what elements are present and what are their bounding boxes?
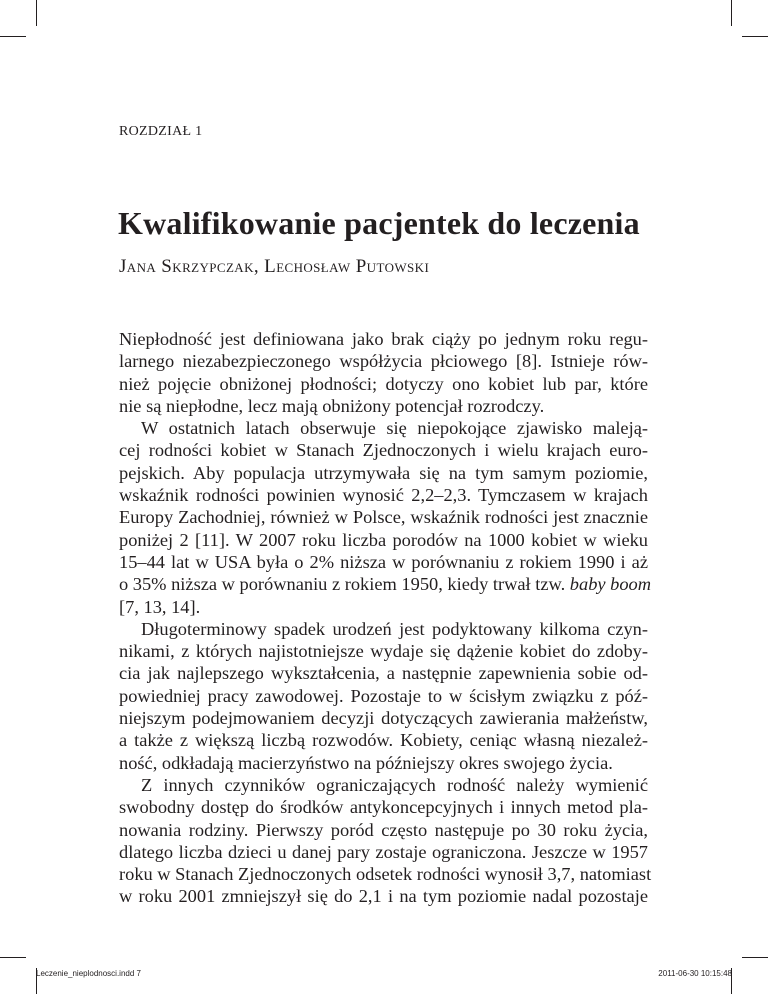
text-line: nikami, z których najistotniejsze wydaje się dążenie kobiet do zdoby- [119,641,648,662]
text-line: a także z większą liczbą rozwodów. Kobiety, ceniąc własną niezależ- [119,730,648,751]
file-slug: Leczenie_nieplodnosci.indd 7 [36,969,141,978]
text-line: nie są niepłodne, lecz mają obniżony potencjał rozrodczy. [119,395,545,416]
crop-mark [0,957,26,958]
text-line: swobodny dostęp do środków antykoncepcyjnych i innych metod pla- [119,797,648,818]
chapter-label: ROZDZIAŁ 1 [119,124,203,139]
text-line: larnego niezabezpieczonego współżycia płciowego [8]. Istnieje rów- [119,351,648,372]
text-line: dlatego liczba dzieci u danej pary zostaje ograniczona. Jeszcze w 1957 [119,841,648,862]
crop-mark [742,957,768,958]
text-line: niejszym podejmowaniem decyzji dotyczących zawierania małżeństw, [119,708,648,729]
crop-mark [742,36,768,37]
crop-mark [36,0,37,26]
text-line: ność, odkładają macierzyństwo na późniejszy okres swojego życia. [119,752,613,773]
text-line: [7, 13, 14]. [119,596,201,617]
text-line: wskaźnik rodności powinien wynosić 2,2–2,3. Tymczasem w krajach [119,485,648,506]
crop-mark [731,0,732,26]
text-line: W ostatnich latach obserwuje się niepokojące zjawisko maleją- [141,418,648,439]
italic-term: baby boom [569,574,652,595]
text-line: roku w Stanach Zjednoczonych odsetek rodności wynosił 3,7, natomiast [119,864,652,885]
text-line: Z innych czynników ograniczających rodność należy wymienić [141,774,648,795]
text-line: powiedniej pracy zawodowej. Pozostaje to w ścisłym związku z póź- [119,685,648,706]
chapter-authors: Jana Skrzypczak, Lechosław Putowski [119,256,430,277]
text-line: 15–44 lat w USA była o 2% niższa w porównaniu z rokiem 1990 i aż [119,551,648,572]
body-text [119,328,652,908]
text-line: Długoterminowy spadek urodzeń jest podyktowany kilkoma czyn- [141,618,648,639]
text-line: cia jak najlepszego wykształcenia, a następnie zapewnienia sobie od- [119,663,648,684]
chapter-title: Kwalifikowanie pacjentek do leczenia [118,205,640,241]
text-line: cej rodności kobiet w Stanach Zjednoczonych i wielu krajach euro- [119,440,648,461]
print-timestamp: 2011-06-30 10:15:48 [658,969,732,978]
text-line: nowania rodziny. Pierwszy poród często następuje po 30 roku życia, [119,819,648,840]
text-line: nież pojęcie obniżonej płodności; dotyczy ono kobiet lub par, które [119,373,648,394]
crop-mark [0,36,26,37]
text-line: Niepłodność jest definiowana jako brak ciąży po jednym roku regu- [119,329,648,349]
text-line: Europy Zachodniej, również w Polsce, wskaźnik rodności jest znacznie [119,507,648,528]
text-line: pejskich. Aby populacja utrzymywała się na tym samym poziomie, [119,462,648,483]
text-line: o 35% niższa w porównaniu z rokiem 1950, kiedy trwał tzw. baby boom [119,574,652,595]
text-line: poniżej 2 [11]. W 2007 roku liczba porodów na 1000 kobiet w wieku [119,529,648,550]
text-line: w roku 2001 zmniejszył się do 2,1 i na tym poziomie nadal pozostaje [119,886,648,907]
